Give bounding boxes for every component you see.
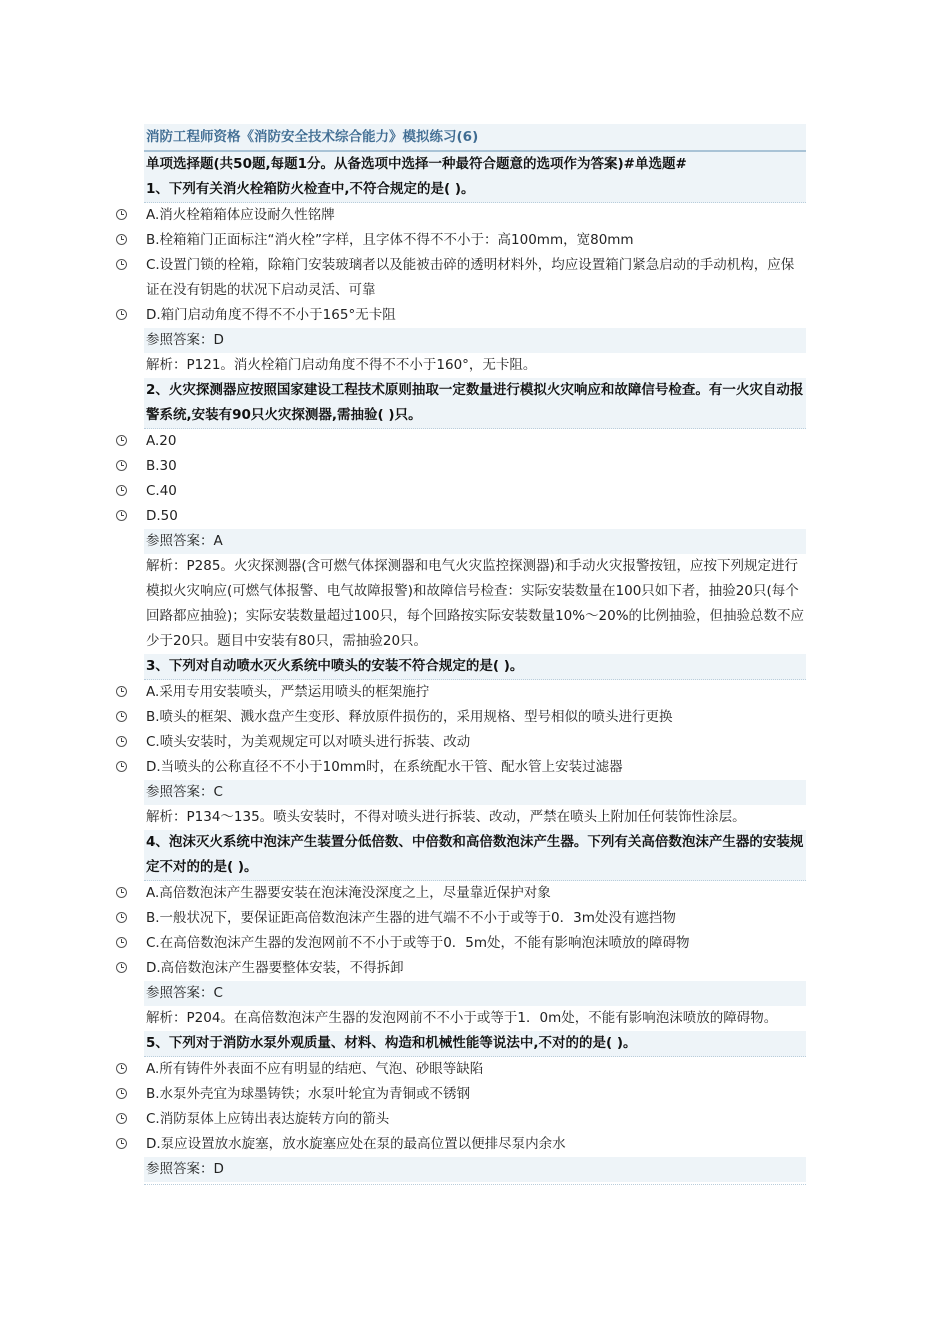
option-row[interactable] xyxy=(144,705,806,730)
option-row[interactable] xyxy=(144,1107,806,1132)
radio-icon[interactable] xyxy=(116,259,127,270)
option-row[interactable] xyxy=(144,755,806,780)
option-text: A.高倍数泡沫产生器要安装在泡沫淹没深度之上，尽量靠近保护对象 xyxy=(146,885,551,901)
option-row[interactable] xyxy=(144,1082,806,1107)
option-row[interactable] xyxy=(144,253,806,303)
reference-answer: 参照答案：C xyxy=(144,981,806,1006)
option-text: B.水泵外壳宜为球墨铸铁；水泵叶轮宜为青铜或不锈钢 xyxy=(146,1086,471,1102)
option-text: D.高倍数泡沫产生器要整体安装，不得拆卸 xyxy=(146,960,404,976)
question-stem: 1、下列有关消火栓箱防火检查中,不符合规定的是( )。 xyxy=(144,177,806,203)
option-text: B.喷头的框架、溅水盘产生变形、释放原件损伤的，采用规格、型号相似的喷头进行更换 xyxy=(146,709,673,725)
option-text: B.一般状况下，要保证距高倍数泡沫产生器的进气端不不小于或等于0．3m处没有遮挡物 xyxy=(146,910,676,926)
radio-icon[interactable] xyxy=(116,1113,127,1124)
option-row[interactable] xyxy=(144,454,806,479)
question-stem: 3、下列对自动喷水灭火系统中喷头的安装不符合规定的是( )。 xyxy=(144,654,806,680)
radio-icon[interactable] xyxy=(116,309,127,320)
option-row[interactable] xyxy=(144,1057,806,1082)
radio-icon[interactable] xyxy=(116,1138,127,1149)
reference-answer: 参照答案：D xyxy=(144,328,806,353)
option-text: B.栓箱箱门正面标注“消火栓”字样，且字体不得不不小于：高100mm，宽80mm xyxy=(146,232,634,248)
radio-icon[interactable] xyxy=(116,234,127,245)
answer-analysis: 解析：P134～135。喷头安装时，不得对喷头进行拆装、改动，严禁在喷头上附加任何装饰性涂层。 xyxy=(146,809,746,825)
option-row[interactable] xyxy=(144,429,806,454)
section-header: 单项选择题(共50题,每题1分。从备选项中选择一种最符合题意的选项作为答案)#单选题# xyxy=(144,152,806,177)
reference-answer: 参照答案：C xyxy=(144,780,806,805)
radio-icon[interactable] xyxy=(116,962,127,973)
answer-analysis: 解析：P285。火灾探测器(含可燃气体探测器和电气火灾监控探测器)和手动火灾报警按钮，应按下列规定进行模拟火灾响应(可燃气体报警、电气故障报警)和故障信号检查：实际安装数量在100只如下者，抽验20只(每个回路都应抽验)；实际安装数量超过100只，每个回路按实际安装数量10%～20%的比例抽验，但抽验总数不应少于20只。题目中安装有80只，需抽验20只。 xyxy=(146,558,805,649)
option-text: D.箱门启动角度不得不不小于165°无卡阻 xyxy=(146,307,396,323)
radio-icon[interactable] xyxy=(116,435,127,446)
option-row[interactable] xyxy=(144,504,806,529)
option-text: C.在高倍数泡沫产生器的发泡网前不不小于或等于0．5m处，不能有影响泡沫喷放的障碍物 xyxy=(146,935,690,951)
radio-icon[interactable] xyxy=(116,887,127,898)
radio-icon[interactable] xyxy=(116,209,127,220)
option-text: D.当喷头的公称直径不不小于10mm时，在系统配水干管、配水管上安装过滤器 xyxy=(146,759,623,775)
radio-icon[interactable] xyxy=(116,460,127,471)
option-text: B.30 xyxy=(146,458,177,474)
option-text: C.40 xyxy=(146,483,177,499)
radio-icon[interactable] xyxy=(116,686,127,697)
reference-answer: 参照答案：D xyxy=(144,1157,806,1182)
radio-icon[interactable] xyxy=(116,1063,127,1074)
radio-icon[interactable] xyxy=(116,761,127,772)
divider xyxy=(144,1182,806,1185)
exam-content xyxy=(144,124,806,1185)
option-text: A.所有铸件外表面不应有明显的结疤、气泡、砂眼等缺陷 xyxy=(146,1061,484,1077)
radio-icon[interactable] xyxy=(116,912,127,923)
option-row[interactable] xyxy=(144,956,806,981)
option-row[interactable] xyxy=(144,479,806,504)
radio-icon[interactable] xyxy=(116,937,127,948)
option-row[interactable] xyxy=(144,881,806,906)
option-text: C.设置门锁的栓箱，除箱门安装玻璃者以及能被击碎的透明材料外，均应设置箱门紧急启动的手动机构，应保证在没有钥匙的状况下启动灵活、可靠 xyxy=(146,257,795,298)
reference-answer: 参照答案：A xyxy=(144,529,806,554)
radio-icon[interactable] xyxy=(116,711,127,722)
option-row[interactable] xyxy=(144,303,806,328)
question-stem: 4、泡沫灭火系统中泡沫产生装置分低倍数、中倍数和高倍数泡沫产生器。下列有关高倍数泡沫产生器的安装规定不对的的是( )。 xyxy=(144,830,806,881)
question-stem: 2、火灾探测器应按照国家建设工程技术原则抽取一定数量进行模拟火灾响应和故障信号检查。有一火灾自动报警系统,安装有90只火灾探测器,需抽验( )只。 xyxy=(144,378,806,429)
option-row[interactable] xyxy=(144,1132,806,1157)
answer-analysis: 解析：P121。消火栓箱门启动角度不得不不小于160°，无卡阻。 xyxy=(146,357,537,373)
option-text: A.20 xyxy=(146,433,177,449)
answer-analysis: 解析：P204。在高倍数泡沫产生器的发泡网前不不小于或等于1．0m处，不能有影响泡沫喷放的障碍物。 xyxy=(146,1010,778,1026)
option-text: A.采用专用安装喷头，严禁运用喷头的框架施拧 xyxy=(146,684,430,700)
option-row[interactable] xyxy=(144,203,806,228)
option-row[interactable] xyxy=(144,931,806,956)
question-stem: 5、下列对于消防水泵外观质量、材料、构造和机械性能等说法中,不对的的是( )。 xyxy=(144,1031,806,1057)
radio-icon[interactable] xyxy=(116,1088,127,1099)
radio-icon[interactable] xyxy=(116,736,127,747)
option-text: A.消火栓箱箱体应设耐久性铭牌 xyxy=(146,207,335,223)
option-row[interactable] xyxy=(144,906,806,931)
radio-icon[interactable] xyxy=(116,485,127,496)
page-title: 消防工程师资格《消防安全技术综合能力》模拟练习(6) xyxy=(144,124,806,152)
option-row[interactable] xyxy=(144,228,806,253)
option-text: D.50 xyxy=(146,508,178,524)
option-row[interactable] xyxy=(144,730,806,755)
option-text: C.喷头安装时，为美观规定可以对喷头进行拆装、改动 xyxy=(146,734,471,750)
option-text: D.泵应设置放水旋塞，放水旋塞应处在泵的最高位置以便排尽泵内余水 xyxy=(146,1136,566,1152)
radio-icon[interactable] xyxy=(116,510,127,521)
option-text: C.消防泵体上应铸出表达旋转方向的箭头 xyxy=(146,1111,390,1127)
option-row[interactable] xyxy=(144,680,806,705)
